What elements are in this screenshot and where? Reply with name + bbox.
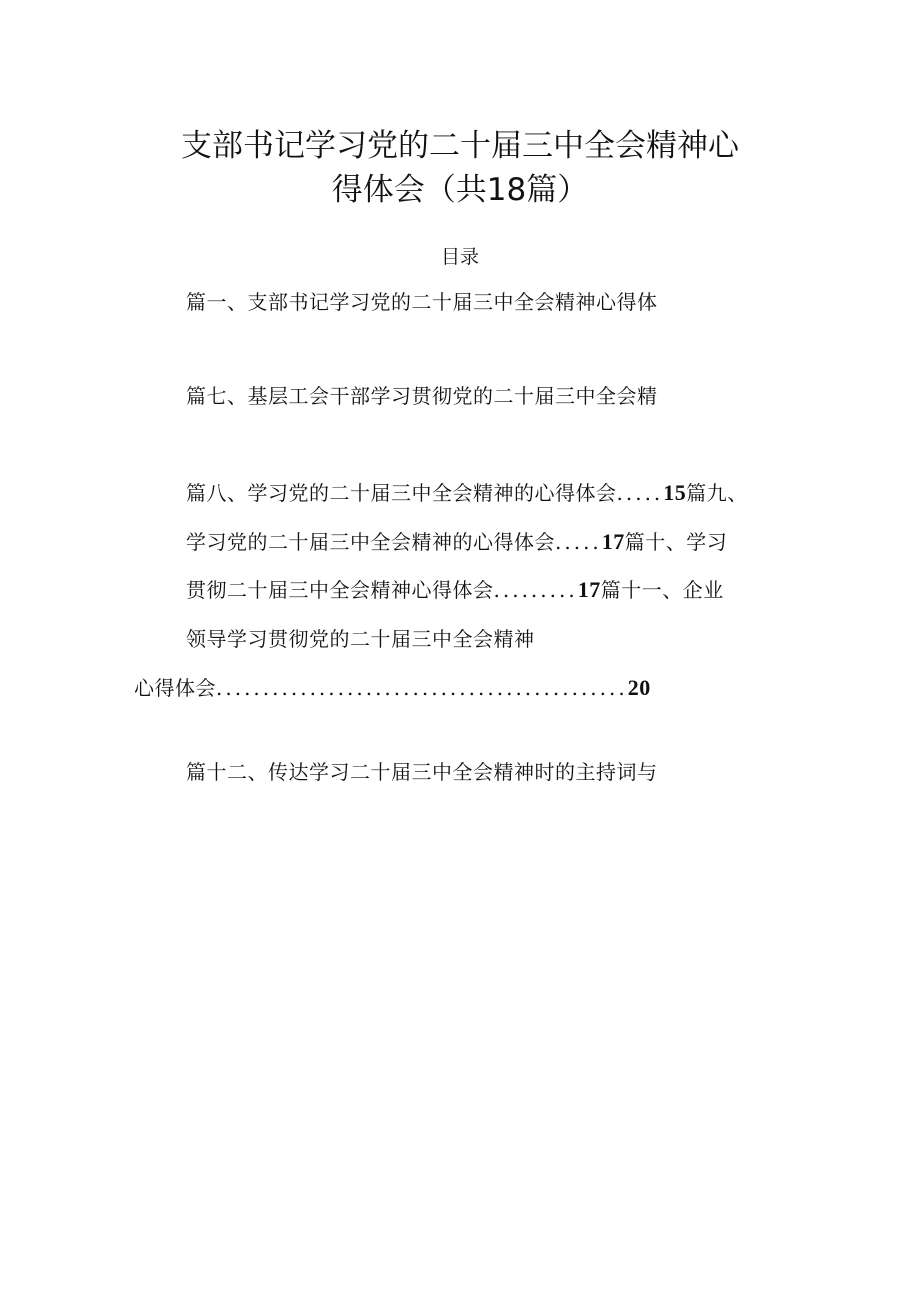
- toc-heading: 目录: [440, 246, 479, 268]
- toc-page-number: 15: [663, 480, 687, 505]
- toc-entry-12[interactable]: 篇十二、传达学习二十届三中全会精神时的主持词与: [186, 760, 658, 784]
- title-line-2: 得体会（共18篇）: [331, 172, 589, 208]
- toc-entry-text: 篇八、学习党的二十届三中全会精神的心得体会: [186, 481, 617, 505]
- toc-entry-text: 篇十一、企业: [600, 578, 724, 602]
- toc-leader-dots: ............................................: [216, 676, 628, 700]
- toc-page-number: 17: [577, 577, 601, 602]
- toc-entry-text: 篇九、: [686, 481, 748, 505]
- toc-entry-text: 学习党的二十届三中全会精神的心得体会: [186, 530, 555, 554]
- toc-entry-10[interactable]: [186, 575, 724, 605]
- toc-leader-dots: .........: [493, 578, 578, 602]
- toc-entry-1[interactable]: 篇一、支部书记学习党的二十届三中全会精神心得体: [186, 290, 658, 314]
- toc-entry-text: 篇十、学习: [624, 530, 728, 554]
- toc-entry-11[interactable]: 领导学习贯彻党的二十届三中全会精神: [186, 627, 535, 651]
- toc-entry-7[interactable]: 篇七、基层工会干部学习贯彻党的二十届三中全会精: [186, 384, 658, 408]
- toc-leader-dots: .....: [616, 481, 664, 505]
- toc-entry-text: 心得体会: [134, 676, 216, 700]
- toc-entry-9[interactable]: [186, 527, 727, 557]
- toc-page-number: 20: [627, 675, 651, 700]
- toc-leader-dots: .....: [555, 530, 602, 554]
- title-line-1: 支部书记学习党的二十届三中全会精神心: [181, 128, 739, 164]
- toc-entry-8[interactable]: [186, 478, 748, 508]
- toc-entry-text: 贯彻二十届三中全会精神心得体会: [186, 578, 494, 602]
- toc-page-number: 17: [601, 529, 625, 554]
- toc-entry-11-cont[interactable]: [134, 673, 651, 703]
